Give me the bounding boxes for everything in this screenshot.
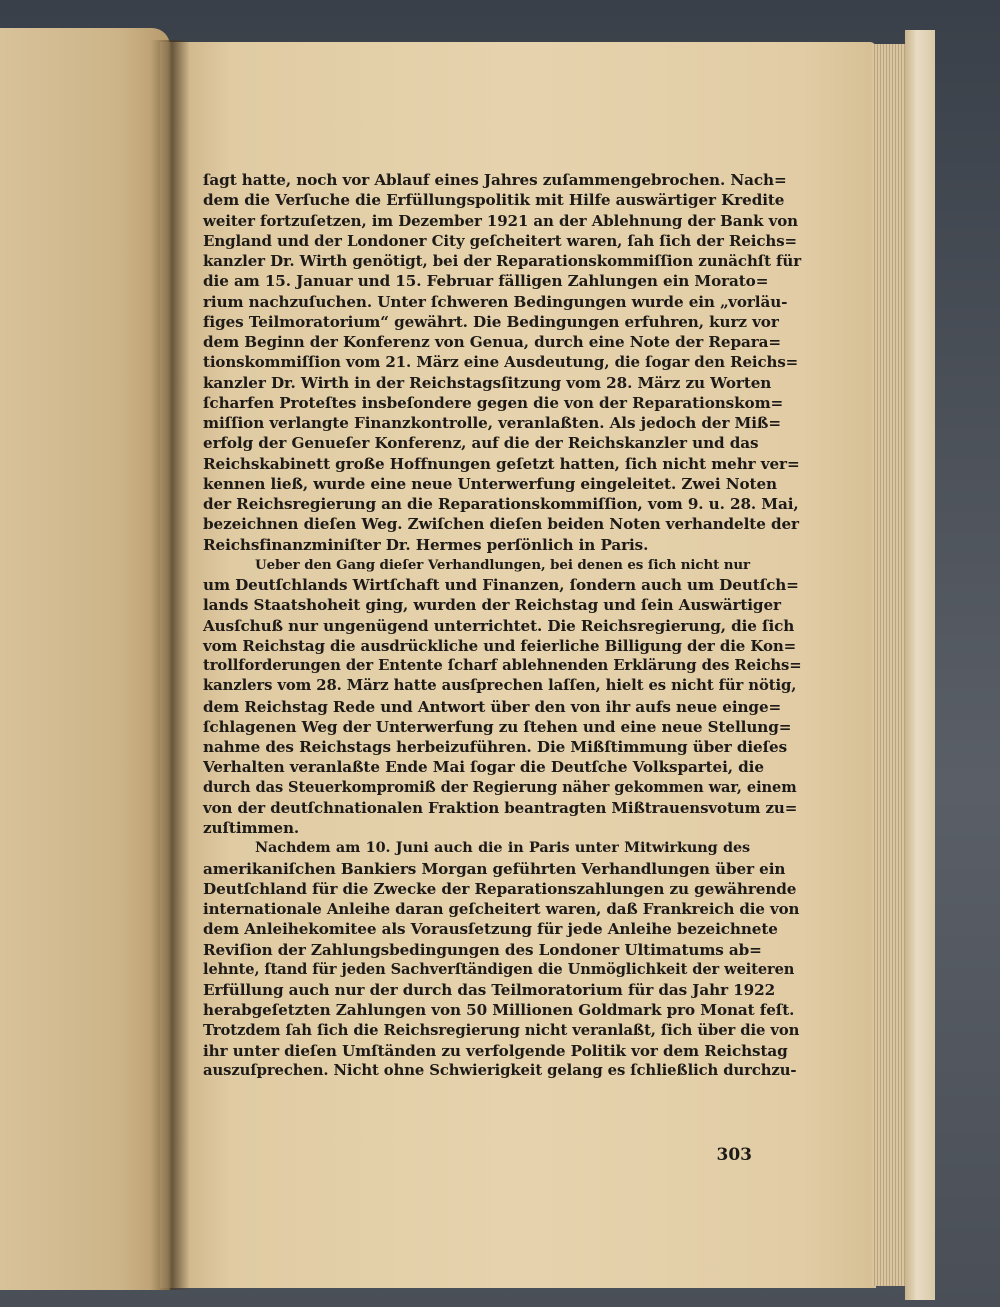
body-text — [203, 170, 802, 1081]
text-line: ſagt hatte, noch vor Ablauf eines Jahres zuſammengebrochen. Nach= — [203, 171, 787, 189]
left-page-edge — [0, 28, 170, 1290]
page-number: 303 — [716, 1145, 752, 1165]
text-line: ihr unter dieſen Umſtänden zu verfolgende Politik vor dem Reichstag — [203, 1041, 788, 1060]
text-line: kanzlers vom 28. März hatte ausſprechen laſſen, hielt es nicht für nötig, — [203, 677, 797, 695]
text-line: weiter fortzuſetzen, im Dezember 1921 an der Ablehnung der Bank von — [203, 211, 798, 230]
text-line: um Deutſchlands Wirtſchaft und Finanzen, ſondern auch um Deutſch= — [203, 576, 799, 594]
text-line: Reichsfinanzminiſter Dr. Hermes perſönlich in Paris. — [203, 535, 649, 554]
text-line: England und der Londoner City geſcheitert waren, ſah ſich der Reichs= — [203, 231, 798, 250]
text-line: trollforderungen der Entente ſcharf ablehnenden Erklärung des Reichs= — [203, 657, 802, 674]
text-line: Erfüllung auch nur der durch das Teilmoratorium für das Jahr 1922 — [203, 981, 776, 999]
text-line: dem Reichstag Rede und Antwort über den von ihr aufs neue einge= — [203, 697, 782, 716]
text-line: vom Reichstag die ausdrückliche und feierliche Billigung der die Kon= — [203, 636, 797, 655]
text-line: Reichskabinett große Hoffnungen geſetzt hatten, ſich nicht mehr ver= — [203, 454, 800, 473]
book-cover-board — [905, 30, 935, 1300]
text-line: dem die Verſuche die Erfüllungspolitik mit Hilfe auswärtiger Kredite — [203, 191, 785, 210]
text-line: auszuſprechen. Nicht ohne Schwierigkeit gelang es ſchließlich durchzu- — [203, 1062, 797, 1079]
text-line: rium nachzuſuchen. Unter ſchweren Bedingungen wurde ein „vorläu- — [203, 292, 788, 311]
text-line: ſchlagenen Weg der Unterwerfung zu ſtehen und eine neue Stellung= — [203, 717, 792, 736]
text-line: figes Teilmoratorium“ gewährt. Die Bedingungen erfuhren, kurz vor — [203, 312, 779, 331]
text-line: Ueber den Gang dieſer Verhandlungen, bei denen es ſich nicht nur — [255, 556, 750, 573]
paragraph — [203, 170, 802, 555]
text-line: tionskommiſſion vom 21. März eine Ausdeutung, die ſogar den Reichs= — [203, 353, 799, 372]
text-line: kennen ließ, wurde eine neue Unterwerfung eingeleitet. Zwei Noten — [203, 474, 777, 493]
text-line: Nachdem am 10. Juni auch die in Paris unter Mitwirkung des — [255, 839, 750, 857]
text-line: dem Anleihekomitee als Vorausſetzung für jede Anleihe bezeichnete — [203, 920, 778, 939]
text-line: kanzler Dr. Wirth in der Reichstagsſitzung vom 28. März zu Worten — [203, 373, 772, 392]
text-line: der Reichsregierung an die Reparationskommiſſion, vom 9. u. 28. Mai, — [203, 495, 799, 513]
text-line: dem Beginn der Konferenz von Genua, durch eine Note der Repara= — [203, 333, 781, 351]
text-line: herabgeſetzten Zahlungen von 50 Millionen Goldmark pro Monat feſt. — [203, 1001, 795, 1020]
text-line: Reviſion der Zahlungsbedingungen des Londoner Ultimatums ab= — [203, 940, 762, 959]
text-line: von der deutſchnationalen Fraktion beantragten Mißtrauensvotum zu= — [203, 798, 798, 817]
text-line: erfolg der Genueſer Konferenz, auf die der Reichskanzler und das — [203, 434, 759, 453]
paragraph — [203, 838, 800, 1081]
text-line: Deutſchland für die Zwecke der Reparationszahlungen zu gewährende — [203, 879, 797, 898]
text-line: zuſtimmen. — [203, 819, 300, 837]
paragraph — [203, 555, 802, 839]
text-line: Trotzdem ſah ſich die Reichsregierung nicht veranlaßt, ſich über die von — [203, 1021, 800, 1039]
text-line: bezeichnen dieſen Weg. Zwiſchen dieſen beiden Noten verhandelte der — [203, 515, 799, 534]
text-line: Verhalten veranlaßte Ende Mai ſogar die Deutſche Volkspartei, die — [203, 758, 764, 777]
text-line: lehnte, ſtand für jeden Sachverſtändigen die Unmöglichkeit der weiteren — [203, 960, 795, 978]
book-gutter — [150, 40, 190, 1290]
text-line: lands Staatshoheit ging, wurden der Reichstag und ſein Auswärtiger — [203, 596, 781, 615]
text-line: miſſion verlangte Finanzkontrolle, veranlaßten. Als jedoch der Miß= — [203, 414, 781, 432]
text-line: die am 15. Januar und 15. Februar fälligen Zahlungen ein Morato= — [203, 272, 769, 291]
text-line: ſcharfen Proteſtes insbeſondere gegen die von der Reparationskom= — [203, 393, 784, 412]
text-line: Ausſchuß nur ungenügend unterrichtet. Die Reichsregierung, die ſich — [203, 616, 795, 635]
text-line: kanzler Dr. Wirth genötigt, bei der Reparationskommiſſion zunächſt für — [203, 252, 802, 270]
text-line: amerikaniſchen Bankiers Morgan geführten Verhandlungen über ein — [203, 859, 786, 878]
text-line: internationale Anleihe daran geſcheitert waren, daß Frankreich die von — [203, 900, 800, 918]
text-line: nahme des Reichstags herbeizuführen. Die Mißſtimmung über dieſes — [203, 738, 788, 756]
text-line: durch das Steuerkompromiß der Regierung näher gekommen war, einem — [203, 778, 797, 796]
